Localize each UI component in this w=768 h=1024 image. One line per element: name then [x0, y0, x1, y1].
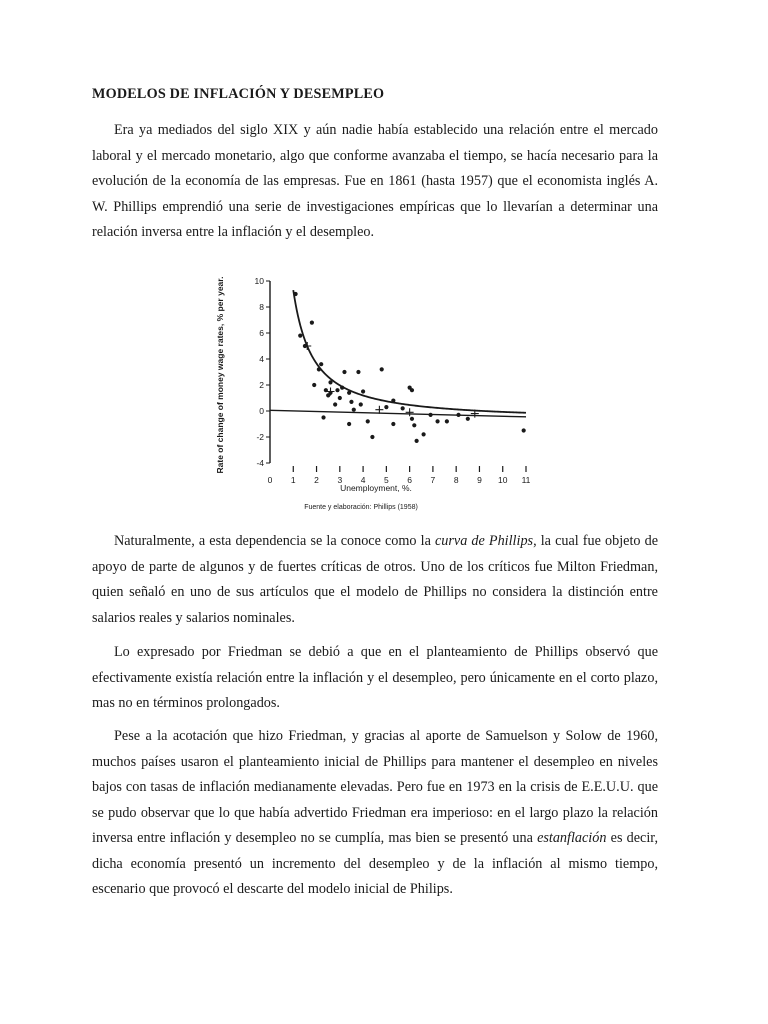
x-tick-label: 0: [267, 475, 273, 485]
y-tick-label: 2: [259, 380, 264, 390]
data-point: [466, 417, 470, 421]
data-point: [366, 419, 370, 423]
data-point: [445, 419, 449, 423]
data-point: [456, 413, 460, 417]
data-point: [435, 419, 439, 423]
paragraph-intro: Era ya mediados del siglo XIX y aún nadie había establecido una relación entre el mercado laboral y el mercado monetario, algo que conforme avanzaba el tiempo, se hacía necesario para la evolución de la economía de las empresas. Fue en 1861 (hasta 1957) que el economista inglés A. W. Phillips emprendió una serie de investigaciones empíricas que lo llevarían a determinar una relación inversa entre la inflación y el desempleo.: [92, 122, 658, 240]
x-tick-label: 5: [383, 475, 389, 485]
data-point: [359, 402, 363, 406]
paragraph-stagflation: [92, 724, 658, 903]
cross-marker: [303, 342, 311, 350]
data-point: [370, 435, 374, 439]
data-point: [294, 292, 298, 296]
phillips-curve-chart: [206, 255, 538, 517]
data-point: [317, 367, 321, 371]
data-point: [347, 422, 351, 426]
x-tick-label: 2: [314, 475, 319, 485]
x-tick-label: 8: [453, 475, 459, 485]
data-point: [384, 405, 388, 409]
emphasis-curva-de-phillips: curva de Phillips: [435, 533, 534, 549]
data-point: [410, 388, 414, 392]
data-point: [319, 362, 323, 366]
data-point: [410, 417, 414, 421]
x-tick-label: 1: [290, 475, 296, 485]
data-point: [333, 402, 337, 406]
figure-source-note: Fuente y elaboración: Phillips (1958): [304, 504, 418, 511]
data-point: [349, 400, 353, 404]
y-tick-label: 10: [254, 276, 264, 286]
phillips-curve-figure: [206, 255, 538, 517]
y-tick-label: -2: [256, 432, 264, 442]
data-point: [412, 423, 416, 427]
y-tick-label: 0: [259, 406, 264, 416]
emphasis-estanflacion: estanflación: [537, 830, 607, 846]
data-point: [352, 408, 356, 412]
paragraph-text: , la cual fue objeto de apoyo de parte de algunos y de fuertes críticas de otros. Uno de los críticos fue Milton Friedman, quien señaló en uno de sus artículos que el modelo de Phillips no considera la distinción entre salarios reales y salarios nominales.: [92, 533, 658, 626]
y-tick-label: -4: [256, 458, 264, 468]
data-point: [380, 367, 384, 371]
data-point: [342, 370, 346, 374]
x-tick-label: 6: [407, 475, 413, 485]
data-point: [361, 389, 365, 393]
paragraph-text: es decir, dicha economía presentó un incremento del desempleo y de la inflación al mismo tiempo, escenario que provocó el descarte del modelo inicial de Philips.: [92, 830, 658, 897]
data-point: [522, 428, 526, 432]
paragraph-text: Naturalmente, a esta dependencia se la conoce como la: [114, 533, 435, 549]
cross-marker: [406, 408, 414, 416]
y-tick-label: 4: [259, 354, 264, 364]
page-heading: MODELOS DE INFLACIÓN Y DESEMPLEO: [92, 86, 385, 102]
x-tick-label: 10: [497, 475, 508, 485]
x-tick-label: 11: [521, 475, 531, 485]
data-point: [338, 396, 342, 400]
x-tick-label: 7: [430, 475, 436, 485]
data-point: [401, 406, 405, 410]
y-tick-label: 6: [259, 328, 264, 338]
paragraph-phillips-curve: [92, 529, 658, 631]
data-point: [428, 413, 432, 417]
y-tick-label: 8: [259, 302, 264, 312]
x-tick-label: 9: [477, 475, 482, 485]
data-point: [391, 422, 395, 426]
data-point: [347, 391, 351, 395]
data-point: [321, 415, 325, 419]
data-point: [312, 383, 316, 387]
data-point: [415, 439, 419, 443]
paragraph-friedman: Lo expresado por Friedman se debió a que en el planteamiento de Phillips observó que efectivamente existía relación entre la inflación y el desempleo, pero únicamente en el corto plazo, mas no en términos prolongados.: [92, 644, 658, 711]
data-point: [335, 388, 339, 392]
data-point: [356, 370, 360, 374]
x-axis-label: Unemployment, %.: [340, 483, 412, 493]
x-tick-label: 4: [360, 475, 366, 485]
y-axis-label: Rate of change of money wage rates, % per year.: [215, 276, 225, 474]
data-point: [340, 386, 344, 390]
data-point: [422, 432, 426, 436]
data-point: [310, 321, 314, 325]
data-point: [391, 399, 395, 403]
data-point: [298, 334, 302, 338]
x-tick-label: 3: [337, 475, 343, 485]
paragraph-text: Pese a la acotación que hizo Friedman, y gracias al aporte de Samuelson y Solow de 1960, muchos países usaron el planteamiento inicial de Phillips para mantener el desempleo en niveles bajos con tasas de inflación medianamente elevadas. Pero fue en 1973 en la crisis de E.E.U.U. que se pudo observar que lo que había advertido Friedman era imperioso: en el largo plazo la relación inversa entre inflación y desempleo no se cumplía, mas bien se presentó una: [92, 728, 658, 846]
data-point: [328, 380, 332, 384]
